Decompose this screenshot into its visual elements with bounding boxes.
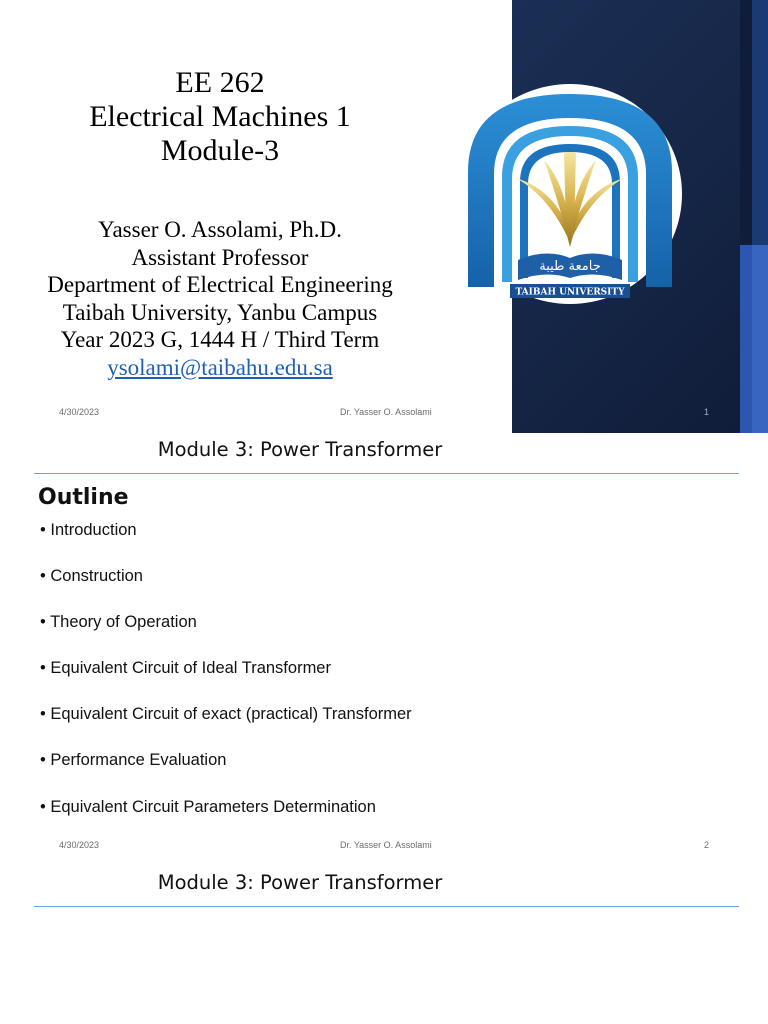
module-number: Module-3: [160, 134, 280, 167]
course-title: [10, 66, 430, 168]
email-link[interactable]: ysolami@taibahu.edu.sa: [107, 354, 333, 380]
title-slide: [0, 0, 768, 433]
outline-heading: Outline: [38, 485, 129, 510]
term: Year 2023 G, 1444 H / Third Term: [60, 327, 380, 352]
list-item: • Introduction: [40, 521, 137, 539]
footer-page-number: 1: [704, 407, 710, 417]
footer-date: 4/30/2023: [59, 840, 100, 850]
list-item: • Construction: [40, 567, 143, 585]
course-code: EE 262: [175, 66, 265, 99]
footer-page-number: 2: [704, 840, 710, 850]
course-name: Electrical Machines 1: [89, 100, 351, 133]
footer-presenter: Dr. Yasser O. Assolami: [340, 840, 432, 850]
module-title: Module 3: Power Transformer: [157, 871, 443, 894]
list-item: • Equivalent Circuit of Ideal Transformer: [40, 659, 331, 677]
list-item: • Equivalent Circuit of exact (practical) Transformer: [40, 705, 412, 723]
logo-arabic-text: جامعة طيبة: [539, 259, 601, 274]
module-slide: [0, 866, 768, 1024]
list-item: • Performance Evaluation: [40, 751, 227, 769]
author-info: [10, 216, 430, 381]
author-name: Yasser O. Assolami, Ph.D.: [98, 217, 342, 242]
author-position: Assistant Professor: [131, 244, 309, 270]
department: Department of Electrical Engineering: [47, 272, 393, 297]
logo-text: TAIBAH UNIVERSITY: [515, 287, 625, 298]
university: Taibah University, Yanbu Campus: [62, 299, 378, 325]
list-item: • Theory of Operation: [40, 613, 197, 631]
footer-date: 4/30/2023: [59, 407, 100, 417]
title-divider: [34, 906, 739, 907]
outline-slide: [0, 433, 768, 866]
module-title: Module 3: Power Transformer: [157, 438, 443, 461]
taibah-university-logo: [456, 82, 684, 306]
title-divider: [34, 473, 739, 474]
list-item: • Equivalent Circuit Parameters Determination: [40, 798, 376, 816]
footer-presenter: Dr. Yasser O. Assolami: [340, 407, 432, 417]
